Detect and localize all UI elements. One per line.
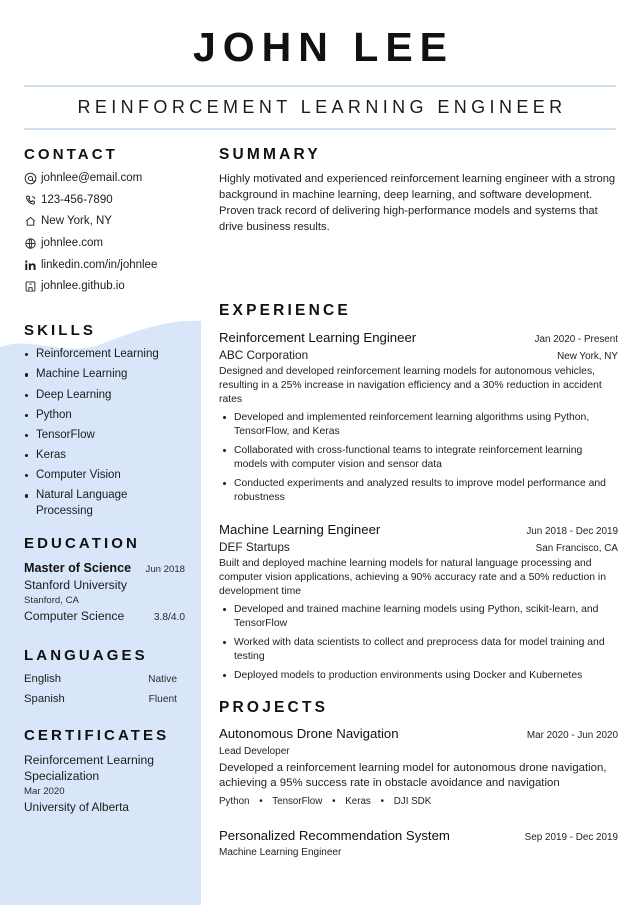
job-bullet-list xyxy=(219,411,618,505)
education-section xyxy=(24,535,185,626)
resume-header xyxy=(0,0,640,130)
contact-item-location xyxy=(24,214,185,229)
list-item: TensorFlow xyxy=(24,428,185,443)
right-column xyxy=(201,130,640,877)
list-item: Worked with data scientists to collect and preprocess data for model training and testing xyxy=(219,636,618,664)
job-dates: Jan 2020 - Present xyxy=(534,333,618,345)
experience-heading: EXPERIENCE xyxy=(219,302,351,320)
list-item: Conducted experiments and analyzed results to improve model performance and robustness xyxy=(219,477,618,505)
tag-separator-dot-icon: • xyxy=(380,796,384,808)
project-role: Lead Developer xyxy=(219,745,290,757)
project-dates: Sep 2019 - Dec 2019 xyxy=(524,831,618,843)
tag-separator-dot-icon: • xyxy=(259,796,263,808)
project-tag: Python xyxy=(219,796,250,808)
education-field: Computer Science xyxy=(24,609,125,624)
education-gpa: 3.8/4.0 xyxy=(153,612,185,624)
education-degree-row xyxy=(24,560,185,577)
contact-item-email[interactable] xyxy=(24,171,185,186)
list-item: Machine Learning xyxy=(24,367,185,382)
list-item: Natural Language Processing xyxy=(24,488,185,518)
job-location: San Francisco, CA xyxy=(535,542,618,554)
list-item: Computer Vision xyxy=(24,468,185,483)
summary-text: Highly motivated and experienced reinforcement learning engineer with a strong background in machine learning, deep learning, and software development. Proven track record of delivering high-performance models and systems that drive business results. xyxy=(219,173,616,234)
summary-section xyxy=(219,146,618,236)
job-bullet-list xyxy=(219,603,618,683)
project-entry xyxy=(219,827,618,861)
education-location: Stanford, CA xyxy=(24,594,79,606)
left-column xyxy=(0,130,201,832)
job-dates: Jun 2018 - Dec 2019 xyxy=(526,525,618,537)
contact-value: johnlee@email.com xyxy=(41,171,143,184)
job-title: Machine Learning Engineer xyxy=(219,521,381,537)
at-sign-icon xyxy=(24,172,41,185)
job-description: Built and deployed machine learning models for natural language processing and computer vision applications, achieving a 90% accuracy rate and a 50% reduction in development time xyxy=(219,557,606,597)
contact-value: New York, NY xyxy=(41,215,112,228)
project-entry xyxy=(219,725,618,809)
education-degree: Master of Science xyxy=(24,560,132,575)
certificate-date: Mar 2020 xyxy=(24,785,65,797)
contact-value: johnlee.com xyxy=(41,237,104,249)
contact-section xyxy=(24,146,185,294)
list-item: Deep Learning xyxy=(24,388,185,403)
certificate-organization: University of Alberta xyxy=(24,800,129,815)
project-tag: DJI SDK xyxy=(393,796,432,808)
languages-heading: LANGUAGES xyxy=(24,647,148,665)
experience-title-row xyxy=(219,329,618,347)
header-subtitle: REINFORCEMENT LEARNING ENGINEER xyxy=(77,97,567,118)
job-company: ABC Corporation xyxy=(219,347,309,362)
resume-body xyxy=(0,130,640,877)
project-title: Personalized Recommendation System xyxy=(219,827,450,843)
list-item: Developed and implemented reinforcement learning algorithms using Python, TensorFlow, and Keras xyxy=(219,411,618,439)
language-name: English xyxy=(24,673,62,686)
contact-value: johnlee.github.io xyxy=(41,280,125,293)
projects-heading: PROJECTS xyxy=(219,698,329,716)
education-field-row xyxy=(24,608,185,625)
page-title: JOHN LEE xyxy=(192,24,455,70)
list-item: Python xyxy=(24,408,185,423)
tag-separator-dot-icon: • xyxy=(332,796,336,808)
job-location: New York, NY xyxy=(557,350,618,362)
experience-entry xyxy=(219,329,618,505)
project-description: Developed a reinforcement learning model for autonomous drone navigation, achieving a 95% success rate in obstacle avoidance and navigation xyxy=(219,761,607,790)
education-date: Jun 2018 xyxy=(145,563,185,575)
languages-section xyxy=(24,647,185,706)
certificates-heading: CERTIFICATES xyxy=(24,726,170,744)
language-row xyxy=(24,672,185,687)
contact-value: 123-456-7890 xyxy=(41,193,113,206)
project-role: Machine Learning Engineer xyxy=(219,846,342,858)
job-company: DEF Startups xyxy=(219,539,290,554)
contact-value: linkedin.com/in/johnlee xyxy=(41,258,158,271)
summary-heading: SUMMARY xyxy=(219,145,321,163)
certificates-section xyxy=(24,727,185,816)
experience-company-row xyxy=(219,539,618,556)
list-item: Reinforcement Learning xyxy=(24,347,185,362)
experience-title-row xyxy=(219,521,618,539)
projects-section xyxy=(219,699,618,861)
experience-section xyxy=(219,302,618,683)
list-item: Developed and trained machine learning models using Python, scikit-learn, and TensorFlow xyxy=(219,603,618,631)
skills-list xyxy=(24,347,185,519)
education-school: Stanford University xyxy=(24,577,127,592)
project-title: Autonomous Drone Navigation xyxy=(219,726,399,742)
language-name: Spanish xyxy=(24,692,65,705)
certificate-name: Reinforcement Learning Specialization xyxy=(24,752,155,783)
experience-company-row xyxy=(219,347,618,364)
project-tag: Keras xyxy=(345,796,371,808)
list-item: Collaborated with cross-functional teams to integrate reinforcement learning models with computer vision and sensor data xyxy=(219,444,618,472)
list-item: Deployed models to production environments using Docker and Kubernetes xyxy=(219,669,618,683)
home-icon xyxy=(24,215,41,228)
contact-item-github[interactable] xyxy=(24,279,185,294)
skills-heading: SKILLS xyxy=(24,322,96,340)
skills-section xyxy=(24,322,185,519)
job-description: Designed and developed reinforcement learning models for autonomous vehicles, resulting in a 25% increase in navigation efficiency and a 30% reduction in accident rates xyxy=(219,365,602,405)
job-title: Reinforcement Learning Engineer xyxy=(219,329,417,345)
project-dates: Mar 2020 - Jun 2020 xyxy=(526,730,618,742)
language-level: Native xyxy=(148,674,177,686)
experience-entry xyxy=(219,521,618,683)
globe-icon xyxy=(24,237,41,250)
linkedin-icon xyxy=(24,259,41,272)
contact-item-phone[interactable] xyxy=(24,193,185,208)
language-level: Fluent xyxy=(148,693,177,705)
project-tag: TensorFlow xyxy=(272,796,323,808)
contact-list xyxy=(24,171,185,294)
github-icon xyxy=(24,280,41,293)
project-title-row xyxy=(219,725,618,743)
contact-item-website[interactable] xyxy=(24,236,185,251)
phone-icon xyxy=(24,194,41,207)
contact-item-linkedin[interactable] xyxy=(24,258,185,273)
project-title-row xyxy=(219,827,618,845)
list-item: Keras xyxy=(24,448,185,463)
language-row xyxy=(24,692,185,707)
contact-heading: CONTACT xyxy=(24,145,118,163)
education-heading: EDUCATION xyxy=(24,534,140,552)
project-tags xyxy=(219,795,618,810)
